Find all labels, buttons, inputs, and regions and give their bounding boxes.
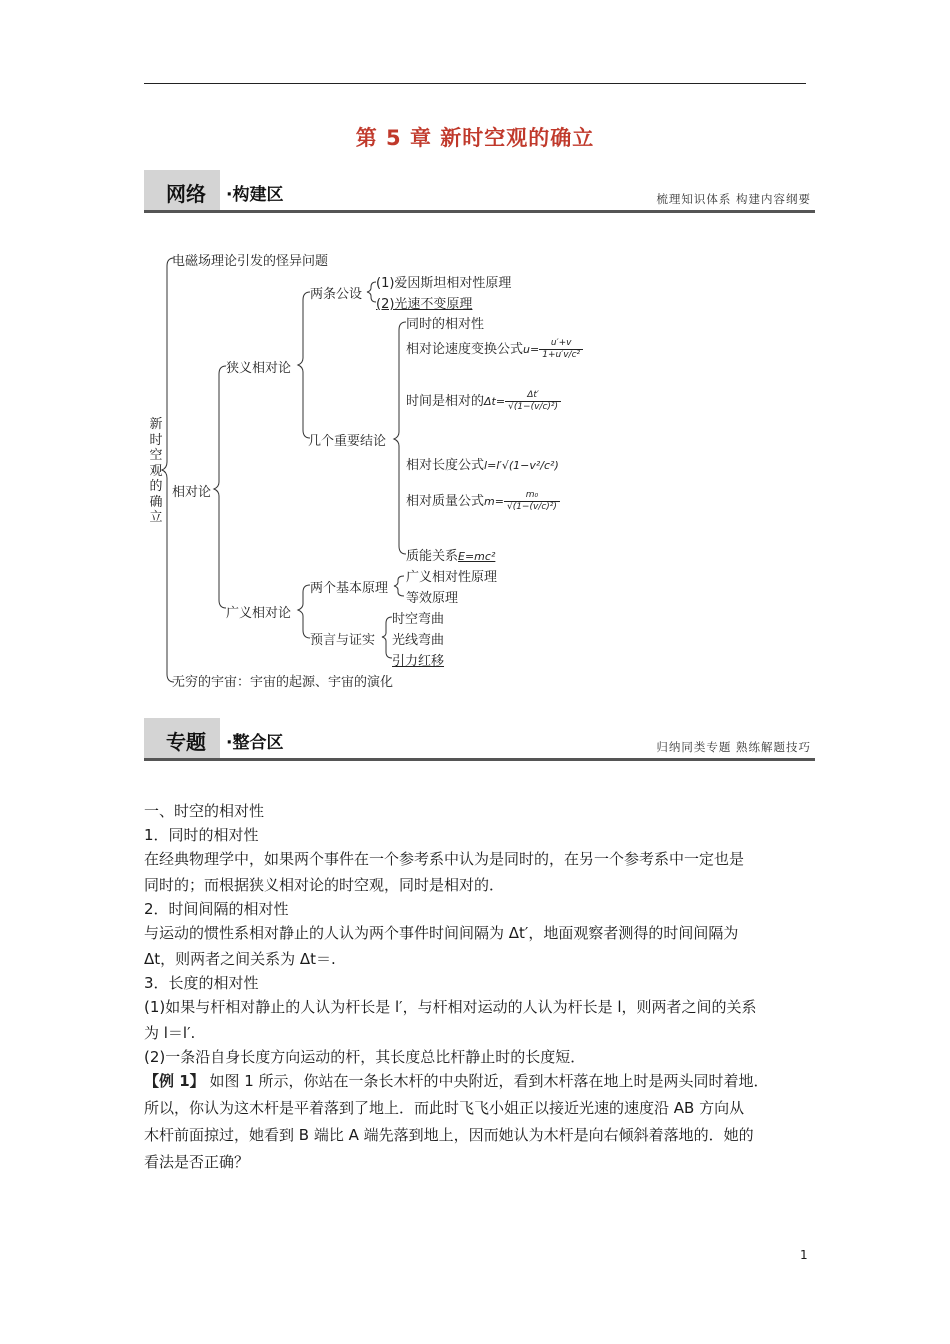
paragraph-line: Δt，则两者之间关系为 Δt＝. [144, 950, 336, 968]
node-predictions: 预言与证实 [310, 633, 376, 648]
paragraph-line: (1)如果与杆相对静止的人认为杆长是 l′，与杆相对运动的人认为杆长是 l，则两者之间的关系 [144, 998, 757, 1016]
banner-sub: ·构建区 [226, 185, 284, 205]
example-label: 【例 1】 [144, 1072, 205, 1090]
principle-general: 广义相对性原理 [406, 570, 498, 585]
node-bottom: 无穷的宇宙：宇宙的起源、宇宙的演化 [172, 675, 394, 690]
conclusion-time: 时间是相对的Δt= $\frac{\Delta t'}{\text{√(1−(v/c)²)}}$ [406, 390, 561, 413]
paragraph-line: 看法是否正确？ [144, 1153, 250, 1171]
paragraph-line: 与运动的惯性系相对静止的人认为两个事件时间间隔为 Δt′，地面观察者测得的时间间隔为 [144, 924, 739, 942]
banner-tag: 梳理知识体系 构建内容纲要 [656, 192, 811, 206]
paragraph-line: 所以，你认为这木杆是平着落到了地上．而此时飞飞小姐正以接近光速的速度沿 AB 方向从 [144, 1099, 745, 1117]
example-line: 【例 1】 如图 1 所示，你站在一条长木杆的中央附近，看到木杆落在地上时是两头同时着地． [144, 1072, 769, 1090]
conclusion-length: 相对长度公式l=l′√(1−v²/c²) [406, 458, 559, 473]
node-relativity: 相对论 [172, 485, 212, 500]
node-general-relativity: 广义相对论 [226, 606, 292, 621]
banner-main: 专题 [166, 730, 206, 754]
node-conclusions: 几个重要结论 [308, 434, 387, 449]
velocity-fraction: $\frac{u'+v}{\text{1+u′v/c²}}$ [539, 338, 583, 361]
node-postulate-2: (2)光速不变原理 [376, 297, 473, 312]
principle-equivalence: 等效原理 [406, 591, 459, 606]
node-postulates: 两条公设 [310, 287, 363, 302]
node-postulate-1: (1)爱因斯坦相对性原理 [376, 276, 512, 291]
banner-tag: 归纳同类专题 熟练解题技巧 [656, 740, 811, 754]
paragraph-line: 为 l＝l′. [144, 1024, 196, 1042]
node-top: 电磁场理论引发的怪异问题 [172, 254, 329, 269]
node-basic-principles: 两个基本原理 [310, 581, 389, 596]
conclusion-velocity: 相对论速度变换公式u= $\frac{u'+v}{\text{1+u′v/c²}}$ [406, 338, 583, 361]
prediction-spacetime: 时空弯曲 [392, 612, 445, 627]
time-fraction: $\frac{\Delta t'}{\text{√(1−(v/c)²)}}$ [505, 390, 561, 413]
conclusion-energy: 质能关系E=mc² [406, 549, 496, 564]
mass-fraction: $\frac{\text{m₀}}{\text{√(1−(v/c)²)}}$ [504, 490, 560, 513]
chapter-title: 第 5 章 新时空观的确立 [355, 126, 595, 150]
paragraph-line: 木杆前面掠过，她看到 B 端比 A 端先落到地上，因而她认为木杆是向右倾斜着落地的．她的 [144, 1126, 754, 1144]
paragraph-line: 同时的；而根据狭义相对论的时空观，同时是相对的． [144, 876, 505, 894]
subsection-2: 2．时间间隔的相对性 [144, 900, 289, 918]
prediction-redshift: 引力红移 [392, 654, 445, 669]
conclusion-simultaneity: 同时的相对性 [406, 317, 485, 332]
mindmap-root: 新时空观的确立 [149, 417, 163, 525]
banner-sub: ·整合区 [226, 733, 284, 753]
conclusion-mass: 相对质量公式m= $\frac{\text{m₀}}{\text{√(1−(v/c)²)}}$ [406, 490, 560, 513]
prediction-light: 光线弯曲 [392, 633, 445, 648]
node-special-relativity: 狭义相对论 [226, 361, 292, 376]
banner-main: 网络 [166, 182, 206, 206]
subsection-3: 3．长度的相对性 [144, 974, 259, 992]
paragraph-line: 在经典物理学中，如果两个事件在一个参考系中认为是同时的，在另一个参考系中一定也是 [144, 850, 745, 868]
subsection-1: 1．同时的相对性 [144, 826, 259, 844]
section-heading: 一、时空的相对性 [144, 802, 265, 820]
topic-banner [144, 718, 815, 762]
paragraph-line: (2)一条沿自身长度方向运动的杆，其长度总比杆静止时的长度短． [144, 1048, 586, 1066]
page-number: 1 [800, 1248, 808, 1262]
